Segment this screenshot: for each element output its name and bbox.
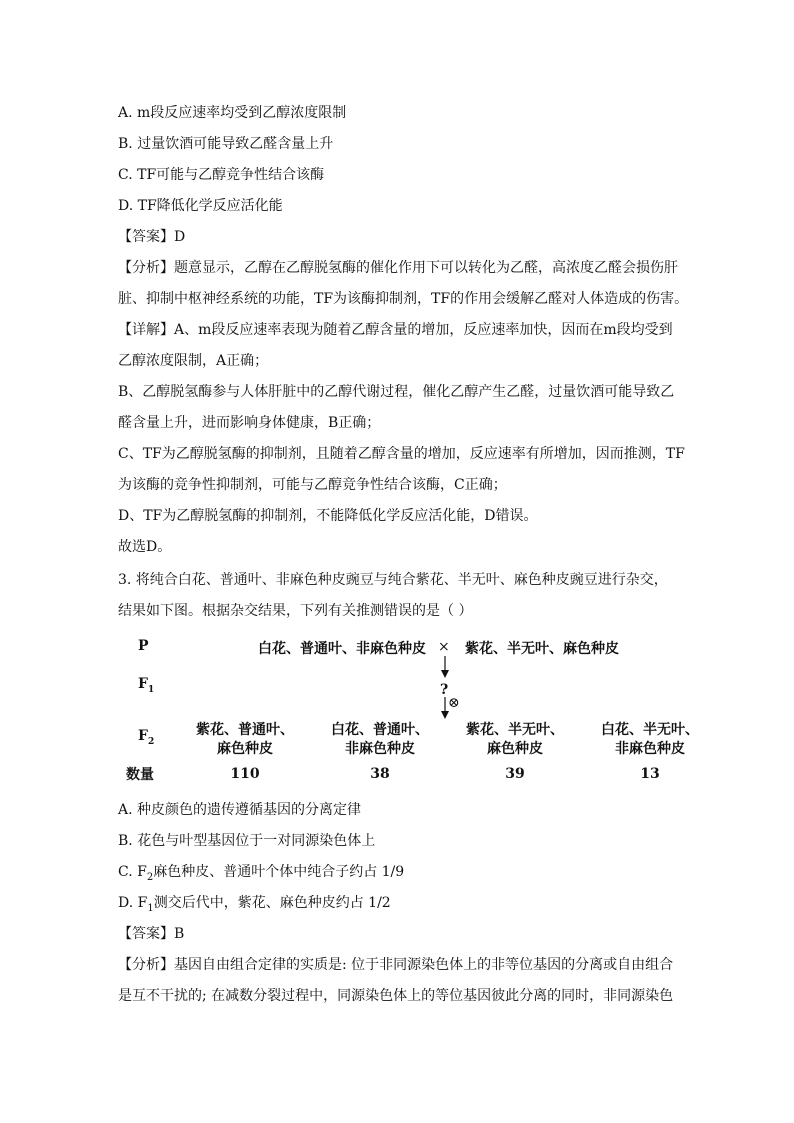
answer-q2: 【答案】D [118, 229, 186, 245]
analysis-q2-line-2: 脏、抑制中枢神经系统的功能，TF为该酶抑制剂，TF的作用会缓解乙醛对人体造成的伤害。 [118, 291, 689, 307]
detail-q2-line-7: D、TF为乙醇脱氢酶的抑制剂，不能降低化学反应活化能，D错误。 [118, 508, 538, 524]
f2-group-1-count: 110 [230, 766, 260, 782]
question-3-line-1: 3. 将纯合白花、普通叶、非麻色种皮豌豆与纯合紫花、半无叶、麻色种皮豌豆进行杂交， [118, 572, 668, 588]
option-d-q3-post: 测交后代中，紫花、麻色种皮约占 1/2 [153, 895, 391, 911]
detail-q2-line-1: 【详解】A、m段反应速率表现为随着乙醇含量的增加，反应速率加快，因而在m段均受到 [118, 322, 673, 338]
detail-q2-line-3: B、乙醇脱氢酶参与人体肝脏中的乙醇代谢过程，催化乙醇产生乙醛，过量饮酒可能导致乙 [118, 384, 675, 400]
f2-group-4-line-2: 非麻色种皮 [615, 741, 685, 757]
p-label: P [138, 638, 149, 654]
option-c-q2: C. TF可能与乙醇竞争性结合该酶 [118, 167, 325, 183]
f2-group-1-line-2: 麻色种皮 [217, 741, 273, 757]
analysis-q3-line-2: 是互不干扰的; 在减数分裂过程中，同源染色体上的等位基因彼此分离的同时，非同源染色 [118, 988, 674, 1004]
detail-q2-line-4: 醛含量上升，进而影响身体健康，B正确； [118, 415, 381, 431]
f2-group-2-line-2: 非麻色种皮 [345, 741, 415, 757]
option-d-q3-pre: D. F [118, 895, 148, 911]
analysis-q3-line-1: 【分析】基因自由组合定律的实质是: 位于非同源染色体上的非等位基因的分离或自由组合 [118, 957, 674, 973]
detail-q2-line-5: C、TF为乙醇脱氢酶的抑制剂，且随着乙醇含量的增加，反应速率有所增加，因而推测，TF [118, 446, 685, 462]
f2-group-3-line-2: 麻色种皮 [487, 741, 543, 757]
option-a-q2: A. m段反应速率均受到乙醇浓度限制 [118, 105, 347, 121]
analysis-q2-line-1: 【分析】题意显示，乙醇在乙醇脱氢酶的催化作用下可以转化为乙醛，高浓度乙醛会损伤肝 [118, 260, 678, 276]
answer-q3: 【答案】B [118, 926, 185, 942]
option-d-q2: D. TF降低化学反应活化能 [118, 198, 283, 214]
f1-label-sub: 1 [147, 684, 155, 695]
parent-left: 白花、普通叶、非麻色种皮 [258, 641, 426, 657]
option-b-q3: B. 花色与叶型基因位于一对同源染色体上 [118, 833, 376, 849]
f2-group-2-line-1: 白花、普通叶、 [331, 722, 429, 738]
f2-group-2-count: 38 [370, 766, 390, 782]
option-c-q3-pre: C. F [118, 864, 147, 880]
option-c-q3-post: 麻色种皮、普通叶个体中纯合子约占 1/9 [153, 864, 405, 880]
question-3-line-2: 结果如下图。根据杂交结果，下列有关推测错误的是（ ） [118, 603, 473, 619]
self-symbol: ⊗ [448, 695, 460, 711]
arrow-f1-to-f2 [441, 697, 451, 721]
f2-label-text: F [138, 728, 148, 744]
arrow-p-to-f1 [441, 656, 451, 680]
option-c-q3-sub: 2 [146, 871, 154, 883]
f2-group-1-line-1: 紫花、普通叶、 [196, 722, 294, 738]
count-label: 数量 [126, 767, 154, 783]
option-d-q3 [118, 893, 391, 919]
f2-label-sub: 2 [147, 736, 155, 747]
f2-group-4-line-1: 白花、半无叶、 [601, 722, 699, 738]
detail-q2-line-2: 乙醇浓度限制，A正确； [118, 353, 269, 369]
f1-label-text: F [138, 676, 148, 692]
detail-q2-line-8: 故选D。 [118, 539, 172, 555]
f2-group-4-count: 13 [640, 766, 660, 782]
option-a-q3: A. 种皮颜色的遗传遵循基因的分离定律 [118, 802, 362, 818]
option-b-q2: B. 过量饮酒可能导致乙醛含量上升 [118, 136, 334, 152]
f2-label [138, 728, 154, 747]
detail-q2-line-6: 为该酶的竞争性抑制剂，可能与乙醇竞争性结合该酶，C正确； [118, 477, 507, 493]
option-d-q3-sub: 1 [147, 902, 154, 914]
f1-label [138, 676, 154, 695]
option-c-q3 [118, 862, 404, 888]
f2-group-3-line-1: 紫花、半无叶、 [466, 722, 564, 738]
f2-group-3-count: 39 [505, 766, 525, 782]
f1-value: ? [440, 682, 449, 698]
parent-right: 紫花、半无叶、麻色种皮 [465, 641, 619, 657]
cross-symbol: × [438, 639, 450, 655]
